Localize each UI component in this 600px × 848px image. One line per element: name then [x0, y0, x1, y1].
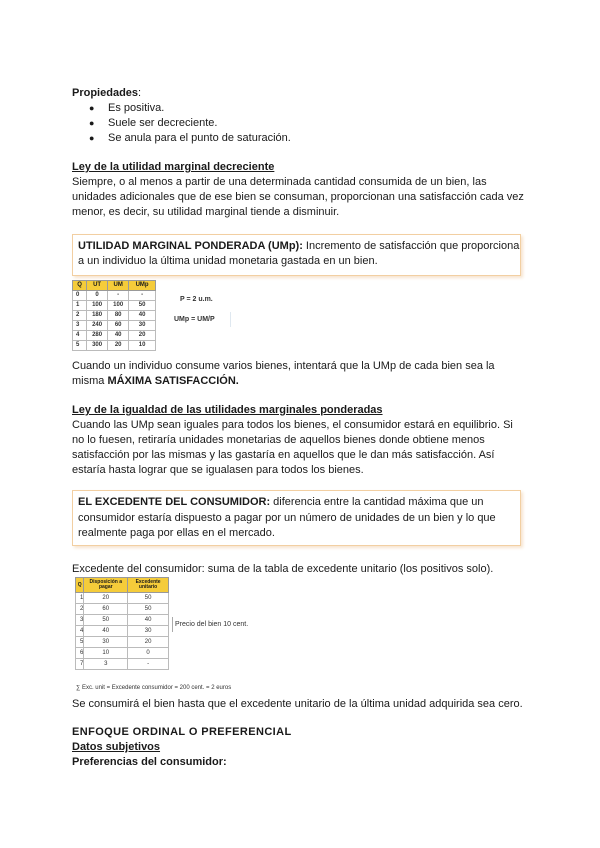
definition-term: UTILIDAD MARGINAL PONDERADA (UMp): [78, 240, 303, 252]
table-header: UM [108, 281, 129, 291]
excedente-table-image [72, 577, 172, 670]
paragraph-excedente-intro: Excedente del consumidor: suma de la tabla de excedente unitario (los positivos solo). [72, 563, 494, 575]
section-title: Ley de la utilidad marginal decreciente [72, 161, 275, 173]
table-row: 0 0 - - [73, 291, 156, 301]
enfoque-ordinal-section [72, 725, 528, 770]
definition-text: Incremento de satisfacción que proporciona a un individuo la última unidad monetaria gastada en un bien. [78, 240, 520, 267]
paragraph-varios-bienes: Cuando un individuo consume varios bienes, intentará que la UMp de cada bien sea la misma MÁXIMA SATISFACCIÓN. [72, 360, 495, 387]
table-row: 5 300 20 10 [73, 341, 156, 351]
propiedades-heading: Propiedades: [72, 87, 142, 99]
table-row: 4 40 30 [76, 626, 169, 637]
excedente-price-note: Precio del bien 10 cent. [172, 617, 265, 632]
definition-box-excedente [72, 490, 521, 546]
list-item: ● Se anula para el punto de saturación. [72, 131, 528, 146]
table-header: Q [76, 578, 84, 593]
table-row: 2 60 50 [76, 604, 169, 615]
subheading: Datos subjetivos [72, 741, 161, 753]
definition-text: diferencia entre la cantidad máxima que un consumidor estaría dispuesto a pagar por un número de unidades de un bien y lo que realmente paga por ellas en el mercado. [78, 496, 496, 539]
table-header: Excedente unitario [128, 578, 169, 593]
table-header: UT [87, 281, 108, 291]
table-row: 3 50 40 [76, 615, 169, 626]
section-title: Ley de la igualdad de las utilidades marginales ponderadas [72, 404, 383, 416]
propiedades-section [72, 86, 528, 146]
paragraph: Cuando las UMp sean iguales para todos los bienes, el consumidor estará en equilibrio. Si no lo fuesen, retiraría unidades monetarias de aquellos bienes donde obtiene menos satisfacción por las mismas y las gastaría en aquellos que le dan más satisfacción. Así estaría hasta lograr que se igualasen para todos los bienes. [72, 419, 513, 476]
table-header: Disposición a pagar [84, 578, 128, 593]
list-item: ● Es positiva. [72, 101, 528, 116]
definition-term: EL EXCEDENTE DEL CONSUMIDOR: [78, 496, 271, 508]
table-row: 4 280 40 20 [73, 331, 156, 341]
table-header: Q [73, 281, 87, 291]
table-row: 6 10 0 [76, 648, 169, 659]
table-row: 1 20 50 [76, 593, 169, 604]
propiedades-list [72, 101, 528, 146]
subheading: Preferencias del consumidor: [72, 756, 227, 768]
table-row: 2 180 80 40 [73, 311, 156, 321]
ley-igualdad-section [72, 403, 528, 478]
table-row: 3 240 60 30 [73, 321, 156, 331]
table-row: 7 3 - [76, 659, 169, 670]
ley-utilidad-marginal-section [72, 160, 528, 220]
excedente-sum-note: ∑ Exc. unit = Excedente consumidor = 200 cent. = 2 euros [76, 685, 232, 691]
table-row: 1 100 100 50 [73, 301, 156, 311]
paragraph-consumira: Se consumirá el bien hasta que el excedente unitario de la última unidad adquirida sea cero. [72, 698, 523, 710]
ump-table-image [72, 280, 162, 351]
formula-note: UMp = UM/P [174, 312, 231, 327]
list-item: ● Suele ser decreciente. [72, 116, 528, 131]
section-title: ENFOQUE ORDINAL O PREFERENCIAL [72, 726, 292, 738]
ump-table [72, 280, 156, 351]
table-header: UMp [129, 281, 156, 291]
paragraph: Siempre, o al menos a partir de una determinada cantidad consumida de un bien, las unidades adicionales que de ese bien se consuman, proporcionan una satisfacción cada vez menor, es decir, su utilidad marginal tiende a disminuir. [72, 176, 524, 218]
table-row: 5 30 20 [76, 637, 169, 648]
price-note: P = 2 u.m. [180, 296, 213, 303]
definition-box-ump [72, 234, 521, 276]
excedente-table [75, 577, 169, 670]
